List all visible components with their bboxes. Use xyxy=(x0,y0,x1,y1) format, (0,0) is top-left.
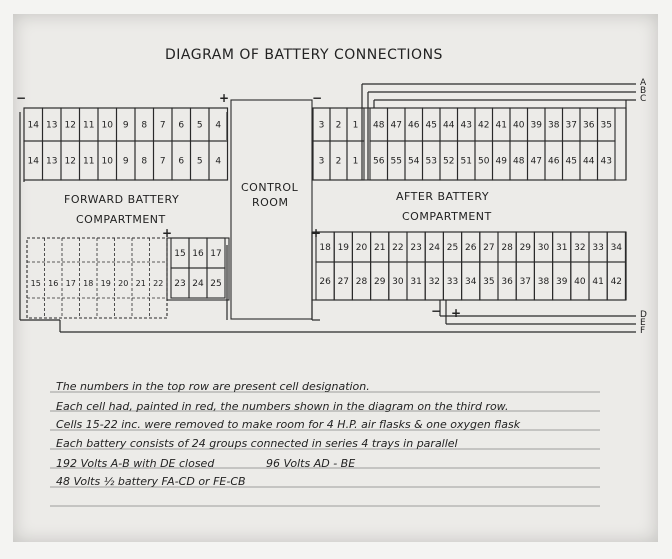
forward-top-row1-cell-label: 10 xyxy=(101,120,113,131)
after-bottom-plus-sign: + xyxy=(311,226,322,240)
after-top-small-row2-cell-label: 3 xyxy=(318,156,325,167)
after-top-row1-cell-label: 36 xyxy=(583,120,595,131)
after-bottom-row2-cell-label: 39 xyxy=(555,277,568,287)
after-bottom-row2-cell-label: 29 xyxy=(373,277,386,287)
after-bottom-row1-cell-label: 21 xyxy=(373,243,386,253)
after-minus-sign: − xyxy=(312,91,323,105)
terminal-label-d: D xyxy=(640,310,647,320)
after-top-row1-cell-label: 41 xyxy=(495,120,507,131)
removed-cell-label: 21 xyxy=(135,279,146,288)
after-bottom-row1-cell-label: 24 xyxy=(428,243,441,253)
forward-bottom-row2-cell-label: 23 xyxy=(174,279,186,289)
control-room-label-2: ROOM xyxy=(252,196,289,209)
after-top-row2-cell-label: 55 xyxy=(390,156,402,167)
after-bottom-row1-cell-label: 22 xyxy=(392,243,404,253)
forward-top-row1-cell-label: 7 xyxy=(159,120,166,131)
forward-top-row2-cell-label: 14 xyxy=(27,156,39,167)
after-top-row2-cell-label: 44 xyxy=(583,156,595,167)
after-top-row2-cell-label: 49 xyxy=(495,156,507,167)
forward-top-row1-cell-label: 11 xyxy=(83,120,95,131)
after-top-row1-cell-label: 35 xyxy=(600,120,612,131)
after-bottom-row2-cell-label: 27 xyxy=(337,277,350,287)
forward-top-row1-cell-label: 14 xyxy=(27,120,39,131)
after-bottom-row1-cell-label: 28 xyxy=(501,243,513,253)
after-top-row2-cell-label: 47 xyxy=(530,156,542,167)
forward-minus-sign: − xyxy=(16,91,27,105)
after-bottom-row1-cell-label: 26 xyxy=(464,243,477,253)
after-top-row2-cell-label: 52 xyxy=(443,156,455,167)
after-bottom-row2-cell-label: 31 xyxy=(410,277,422,287)
after-top-row1-cell-label: 43 xyxy=(460,120,472,131)
diagram-title: DIAGRAM OF BATTERY CONNECTIONS xyxy=(165,47,443,63)
after-top-row2-cell-label: 54 xyxy=(408,156,420,167)
after-bottom-plus-sign-2: + xyxy=(451,306,462,320)
after-bottom-row2-cell-label: 37 xyxy=(519,277,532,287)
forward-top-row2-cell-label: 8 xyxy=(141,156,148,167)
terminal-label-a: A xyxy=(640,78,647,88)
terminal-label-e: E xyxy=(640,318,646,328)
forward-top-tray xyxy=(24,108,228,180)
after-bottom-row1-cell-label: 23 xyxy=(410,243,422,253)
after-top-row1-cell-label: 45 xyxy=(425,120,437,131)
forward-top-row2-cell-label: 13 xyxy=(46,156,58,167)
after-bottom-row1-cell-label: 30 xyxy=(537,243,550,253)
after-top-row1-cell-label: 47 xyxy=(390,120,402,131)
after-bottom-row2-cell-label: 36 xyxy=(501,277,513,287)
note-3: Cells 15-22 inc. were removed to make room for 4 H.P. air flasks & one oxygen flask xyxy=(56,418,521,431)
forward-top-row1-cell-label: 4 xyxy=(215,120,222,131)
after-bottom-row2-cell-label: 40 xyxy=(574,277,586,287)
removed-cell-label: 17 xyxy=(65,279,76,288)
after-top-row2-cell-label: 46 xyxy=(548,156,560,167)
after-top-row2-cell-label: 51 xyxy=(460,156,472,167)
forward-top-row2-cell-label: 10 xyxy=(101,156,113,167)
after-bottom-row1-cell-label: 25 xyxy=(446,243,459,253)
removed-cell-label: 15 xyxy=(30,279,41,288)
after-bottom-row2-cell-label: 38 xyxy=(537,277,550,287)
after-bottom-row2-cell-label: 30 xyxy=(392,277,404,287)
forward-bottom-row1-cell-label: 16 xyxy=(192,249,204,259)
forward-top-row2-cell-label: 11 xyxy=(83,156,95,167)
forward-plus-sign: + xyxy=(219,91,230,105)
forward-bottom-row2-cell-label: 25 xyxy=(210,279,222,289)
after-top-row1-cell-label: 38 xyxy=(548,120,560,131)
after-bottom-row2-cell-label: 34 xyxy=(464,277,477,287)
after-bottom-row1-cell-label: 31 xyxy=(555,243,568,253)
after-bottom-row1-cell-label: 29 xyxy=(519,243,532,253)
after-compartment-label-2: COMPARTMENT xyxy=(402,210,492,223)
after-top-row1-cell-label: 44 xyxy=(443,120,455,131)
after-top-row2-cell-label: 50 xyxy=(478,156,490,167)
after-bottom-row1-cell-label: 27 xyxy=(483,243,495,253)
forward-top-row1-cell-label: 13 xyxy=(46,120,58,131)
after-top-row1-cell-label: 46 xyxy=(408,120,420,131)
after-top-row2-cell-label: 53 xyxy=(425,156,437,167)
after-top-small-row2-cell-label: 1 xyxy=(352,156,359,167)
after-top-small-row1-cell-label: 3 xyxy=(318,120,325,131)
removed-cell-label: 22 xyxy=(153,279,164,288)
terminal-label-c: C xyxy=(640,94,647,104)
forward-bottom-row1-cell-label: 17 xyxy=(210,249,222,259)
after-top-small-row1-cell-label: 2 xyxy=(335,120,342,131)
forward-top-row2-cell-label: 12 xyxy=(64,156,76,167)
note-4: Each battery consists of 24 groups connected in series 4 trays in parallel xyxy=(56,437,458,450)
after-bottom-row2-cell-label: 42 xyxy=(610,277,623,287)
forward-top-row1-cell-label: 9 xyxy=(122,120,129,131)
forward-compartment-label-1: FORWARD BATTERY xyxy=(64,193,180,206)
forward-top-row1-cell-label: 8 xyxy=(141,120,148,131)
after-top-row1-cell-label: 48 xyxy=(373,120,385,131)
after-bottom-row1-cell-label: 18 xyxy=(319,243,331,253)
after-bottom-row2-cell-label: 28 xyxy=(355,277,368,287)
removed-cell-label: 19 xyxy=(100,279,111,288)
forward-top-row1-cell-label: 12 xyxy=(64,120,76,131)
after-top-tray xyxy=(313,108,626,180)
note-5: 192 Volts A-B with DE closed xyxy=(56,457,215,470)
after-top-small-row1-cell-label: 1 xyxy=(352,120,359,131)
after-bottom-row2-cell-label: 33 xyxy=(446,277,459,287)
forward-top-row2-cell-label: 7 xyxy=(159,156,166,167)
note-2: Each cell had, painted in red, the numbers shown in the diagram on the third row. xyxy=(56,400,509,413)
forward-compartment-label-2: COMPARTMENT xyxy=(76,213,166,226)
control-room-label-1: CONTROL xyxy=(241,181,299,194)
forward-top-row2-cell-label: 6 xyxy=(178,156,185,167)
removed-cell-label: 20 xyxy=(118,279,129,288)
note-1: The numbers in the top row are present cell designation. xyxy=(56,380,370,393)
after-top-small-row2-cell-label: 2 xyxy=(335,156,342,167)
after-bottom-minus-sign: − xyxy=(431,304,442,318)
after-bottom-row1-cell-label: 33 xyxy=(592,243,604,253)
terminal-label-f: F xyxy=(640,326,646,336)
removed-cell-label: 16 xyxy=(48,279,59,288)
after-top-row2-cell-label: 43 xyxy=(600,156,612,167)
terminal-label-b: B xyxy=(640,86,647,96)
forward-top-row2-cell-label: 9 xyxy=(122,156,129,167)
forward-top-row2-cell-label: 5 xyxy=(196,156,203,167)
after-bottom-row2-cell-label: 26 xyxy=(319,277,331,287)
forward-top-row1-cell-label: 6 xyxy=(178,120,185,131)
after-bottom-row1-cell-label: 20 xyxy=(355,243,368,253)
removed-cell-label: 18 xyxy=(83,279,94,288)
note-7: 48 Volts ½ battery FA-CD or FE-CB xyxy=(56,475,246,488)
after-top-row2-cell-label: 56 xyxy=(373,156,385,167)
after-top-row2-cell-label: 48 xyxy=(513,156,525,167)
after-bottom-row2-cell-label: 41 xyxy=(592,277,604,287)
after-compartment-label-1: AFTER BATTERY xyxy=(396,190,490,203)
after-bottom-row1-cell-label: 34 xyxy=(610,243,623,253)
after-bottom-row2-cell-label: 32 xyxy=(428,277,441,287)
after-bottom-row1-cell-label: 32 xyxy=(574,243,586,253)
after-top-row1-cell-label: 37 xyxy=(565,120,577,131)
forward-top-row2-cell-label: 4 xyxy=(215,156,222,167)
after-top-row1-cell-label: 39 xyxy=(530,120,542,131)
after-top-row2-cell-label: 45 xyxy=(565,156,577,167)
after-top-row1-cell-label: 40 xyxy=(513,120,525,131)
after-top-row1-cell-label: 42 xyxy=(478,120,490,131)
after-bottom-row2-cell-label: 35 xyxy=(483,277,495,287)
forward-bottom-tray xyxy=(167,238,229,300)
forward-bottom-row1-cell-label: 15 xyxy=(174,249,186,259)
note-6: 96 Volts AD - BE xyxy=(266,457,356,470)
after-bottom-row1-cell-label: 19 xyxy=(337,243,350,253)
forward-bottom-plus-sign: + xyxy=(162,226,173,240)
control-room-box xyxy=(231,100,312,319)
forward-top-row1-cell-label: 5 xyxy=(196,120,203,131)
forward-bottom-row2-cell-label: 24 xyxy=(192,279,204,289)
